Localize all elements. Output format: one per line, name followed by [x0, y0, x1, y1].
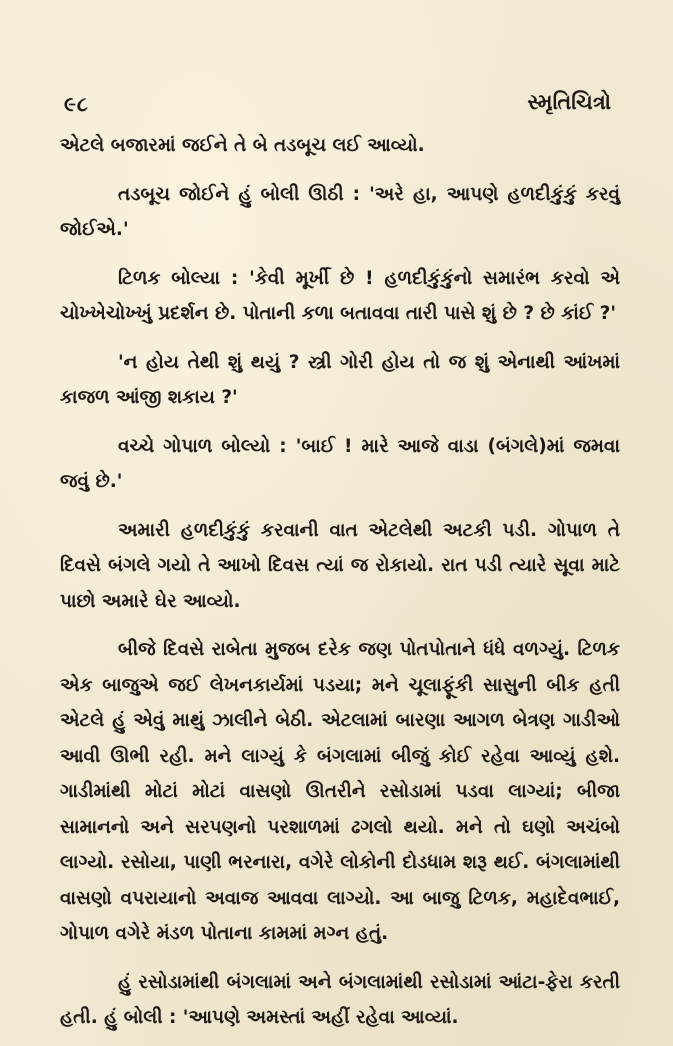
paragraph: બીજે દિવસે રાબેતા મુજબ દરેક જણ પોતપોતાને ધંધે વળગ્યું. ટિળક એક બાજુએ જઈ લેખનકાર્યમાં પડયા; મને ચૂલાફૂંકી સાસુની બીક હતી એટલે હું એવું માથું ઝાલીને બેઠી. એટલામાં બારણા આગળ બેત્રણ ગાડીઓ આવી ઊભી રહી. મને લાગ્યું કે બંગલામાં બીજું કોઈ રહેવા આવ્યું હશે. ગાડીમાંથી મોટાં મોટાં વાસણો ઊતરીને રસોડામાં પડવા લાગ્યાં; બીજા સામાનનો અને સરપણનો પરશાળમાં ઢગલો થયો. મને તો ઘણો અચંબો લાગ્યો. રસોયા, પાણી ભરનારા, વગેરે લોકોની દોડધામ શરૂ થઈ. બંગલામાંથી વાસણો વપરાયાનો અવાજ આવવા લાગ્યો. આ બાજુ ટિળક, મહાદેવભાઈ, ગોપાળ વગેરે મંડળ પોતાના કામમાં મગ્ન હતું.: [60, 639, 620, 944]
paragraph: ટિળક બોલ્યા : 'કેવી મૂર્ખી છે ! હળદીકુંકુંનો સમારંભ કરવો એ ચોખ્ખેચોખ્ખું પ્રદર્શન છે. પોતાની કળા બતાવવા તારી પાસે શું છે ? છે કાંઈ ?': [60, 267, 620, 324]
running-title: સ્મૃતિચિત્રો: [527, 90, 611, 114]
paragraph: અમારી હળદીકુંકું કરવાની વાત એટલેથી અટકી પડી. ગોપાળ તે દિવસે બંગલે ગયો તે આખો દિવસ ત્યાં જ રોકાયો. રાત પડી ત્યારે સૂવા માટે પાછો અમારે ઘેર આવ્યો.: [60, 519, 620, 612]
paragraph: હું રસોડામાંથી બંગલામાં અને બંગલામાંથી રસોડામાં આંટા-ફેરા કરતી હતી. હું બોલી : 'આપણે અમસ્તાં અહીં રહેવા આવ્યાં.: [60, 971, 620, 1028]
paragraph: 'ન હોય તેથી શું થયું ? સ્ત્રી ગોરી હોય તો જ શું એનાથી આંખમાં કાજળ આંજી શકાય ?': [60, 351, 620, 408]
page-number: ૯૮: [64, 92, 89, 116]
page-body: [60, 128, 620, 1036]
paragraph: એટલે બજારમાં જઈને તે બે તડબૂચ લઈ આવ્યો.: [60, 135, 425, 156]
paragraph: વચ્ચે ગોપાળ બોલ્યો : 'બાઈ ! મારે આજે વાડા (બંગલે)માં જમવા જવું છે.': [60, 435, 620, 492]
paragraph: તડબૂચ જોઈને હું બોલી ઊઠી : 'અરે હા, આપણે હળદીકુંકું કરવું જોઈએ.': [60, 183, 620, 240]
